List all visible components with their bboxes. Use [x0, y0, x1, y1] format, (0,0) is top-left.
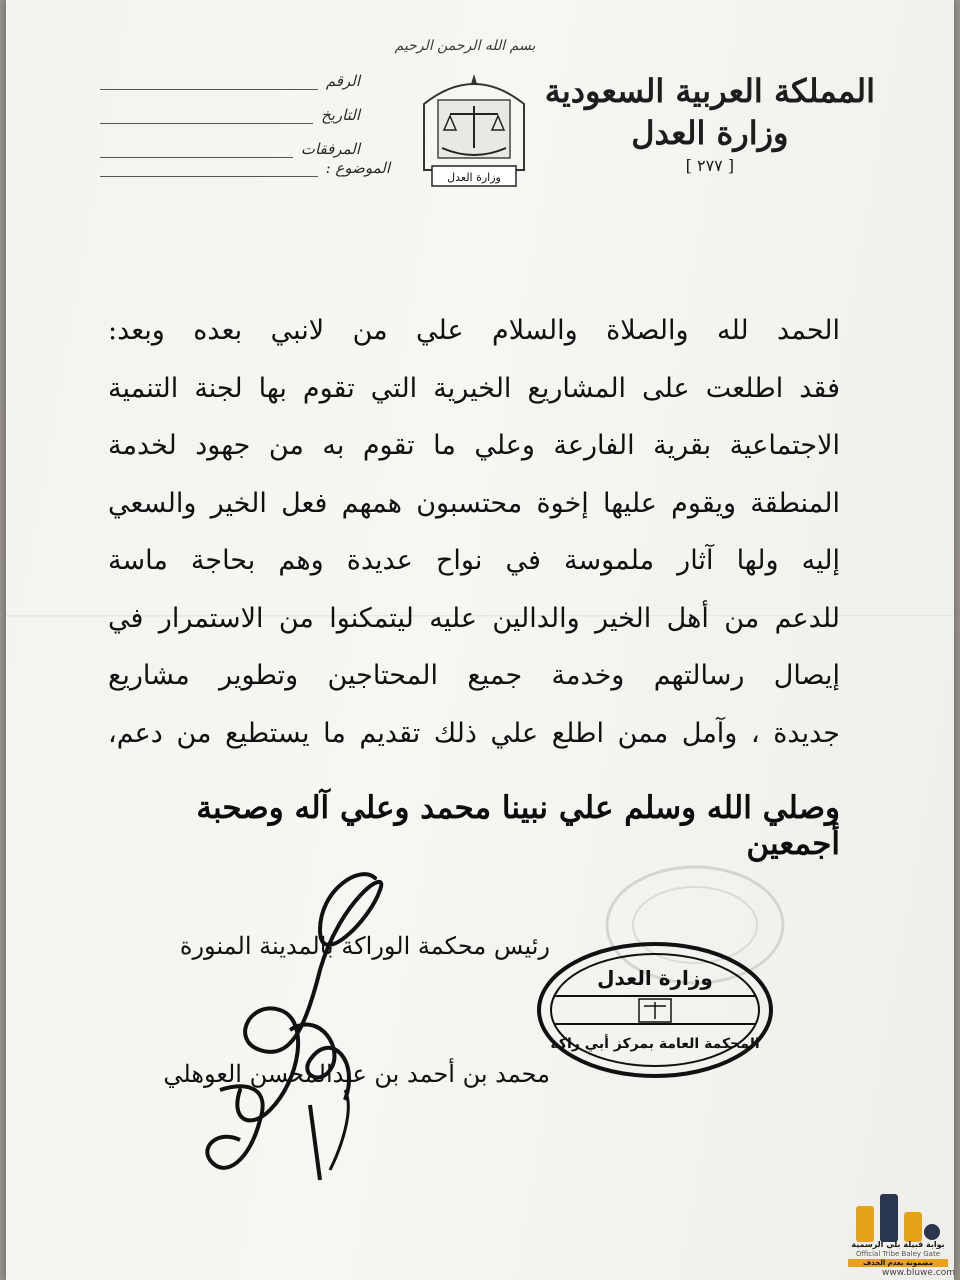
emblem-caption: وزارة العدل [447, 171, 501, 184]
ministry-name: وزارة العدل [631, 114, 789, 152]
field-number [100, 56, 360, 90]
field-subject-line [100, 158, 318, 177]
body-line: المنطقة ويقوم عليها إخوة محتسبون همهم فعل الخير والسعي [108, 487, 840, 519]
basmala: بسم الله الرحمن الرحيم [394, 38, 536, 54]
handwritten-signature [170, 860, 470, 1190]
field-date-label: التاريخ [321, 106, 360, 124]
logo-caption: بوابة قبيلة بلي الرسمية [851, 1240, 945, 1249]
field-date [100, 90, 360, 124]
body-line: للدعم من أهل الخير والدالين عليه ليتمكنوا من الاستمرار في [108, 602, 840, 634]
website-watermark: www.bluwe.com [881, 1268, 955, 1278]
field-number-label: الرقم [325, 72, 360, 90]
letterhead-ministry [545, 72, 875, 175]
field-attachments-line [100, 139, 293, 158]
letter-closing: وصلي الله وسلم علي نبينا محمد وعلي آله وصحبة أجمعين [196, 790, 840, 862]
field-attachments [100, 124, 360, 158]
field-attachments-label: المرفقات [300, 140, 360, 158]
stamp-bottom-text: المحكمة العامة بمركز أبي راكة [550, 1036, 760, 1052]
tribe-gate-logo [850, 1188, 946, 1246]
field-number-line [100, 71, 318, 90]
field-subject [100, 158, 390, 177]
kingdom-name: المملكة العربية السعودية [544, 72, 875, 110]
ministry-emblem-icon [418, 70, 530, 188]
body-line: جديدة ، وآمل ممن اطلع علي ذلك تقديم ما يستطيع من دعم، [108, 717, 840, 749]
reference-number: [ ٢٧٧ ] [685, 156, 735, 175]
field-date-line [100, 105, 313, 124]
field-subject-label: الموضوع : [325, 159, 390, 177]
stamp-top-text: وزارة العدل [597, 966, 713, 990]
signer-name: محمد بن أحمد بن عبدالمحسن العوهلي [163, 1060, 550, 1088]
body-line: فقد اطلعت على المشاريع الخيرية التي تقوم بها لجنة التنمية [108, 372, 840, 404]
logo-caption-en: Official Tribe Baley Gate [855, 1250, 941, 1258]
letter-body [108, 302, 840, 762]
body-line: الحمد لله والصلاة والسلام علي من لانبي بعده وبعد: [108, 315, 840, 346]
body-line: إيصال رسالتهم وخدمة جميع المحتاجين وتطوير مشاريع [108, 660, 840, 691]
letter-fields [100, 56, 360, 158]
signer-title: رئيس محكمة الوراكة بالمدينة المنورة [179, 932, 550, 960]
body-line: إليه ولها آثار ملموسة في نواح عديدة وهم بحاجة ماسة [108, 545, 840, 576]
ministry-stamp [535, 940, 775, 1080]
body-line: الاجتماعية بقرية الفارعة وعلي ما تقوم به من جهود لخدمة [108, 430, 840, 461]
logo-caption-tagline: مضمونة بعدم الحذف [848, 1259, 948, 1267]
